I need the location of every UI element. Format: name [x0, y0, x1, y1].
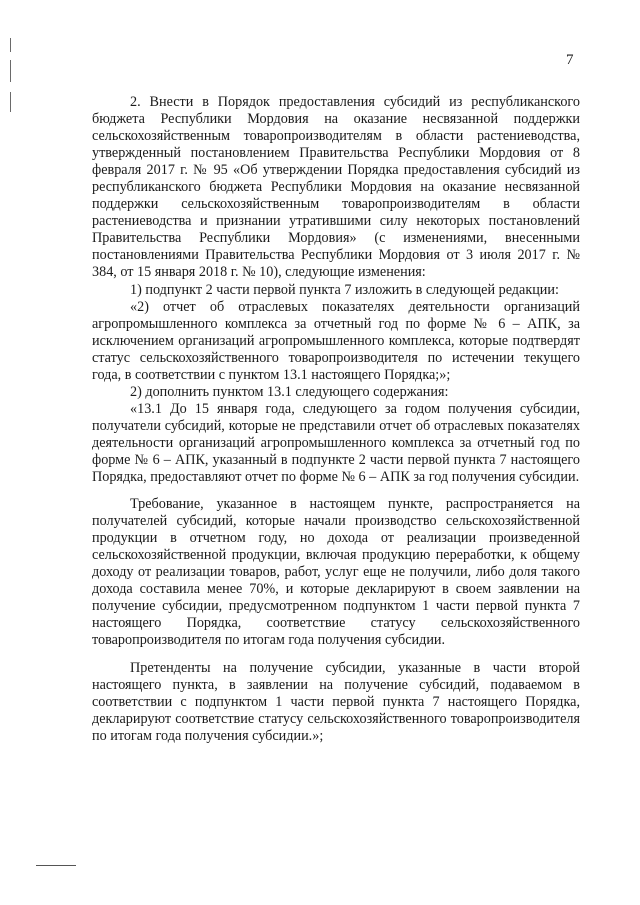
document-body	[92, 94, 580, 745]
margin-mark	[10, 92, 11, 112]
paragraph-item-2: 2. Внести в Порядок предоставления субсидий из республиканского бюджета Республики Мордовия на оказание несвязанной поддержки сельскохозяйственным товаропроизводителям в области растениеводства, утвержденный постановлением Правительства Республики Мордовия от 8 февраля 2017 г. № 95 «Об утверждении Порядка предоставления субсидий из республиканского бюджета Республики Мордовия на оказание несвязанной поддержки сельскохозяйственным товаропроизводителям в области растениеводства и признании утратившими силу некоторых постановлений Правительства Республики Мордовия» (с изменениями, внесенными постановлениями Правительства Республики Мордовия от 3 июля 2017 г. № 384, от 15 января 2018 г. № 10), следующие изменения:	[92, 94, 580, 281]
quoted-item-13-1: «13.1 До 15 января года, следующего за годом получения субсидии, получатели субсидий, которые не представили отчет об отраслевых показателях деятельности организаций агропромышленного комплекса за отчетный год по форме № 6 – АПК, указанный в подпункте 2 части первой пункта 7 настоящего Порядка, предоставляют отчет по форме № 6 – АПК за год получения субсидии.	[92, 400, 580, 486]
subitem-1: 1) подпункт 2 части первой пункта 7 изложить в следующей редакции:	[130, 281, 559, 298]
applicants-paragraph: Претенденты на получение субсидии, указанные в части второй настоящего пункта, в заявлении на получение субсидий, подаваемом в соответствии с подпунктом 1 части первой пункта 7 настоящего Порядка, декларируют соответствие статусу сельскохозяйственного товаропроизводителя по итогам года получения субсидии.»;	[92, 659, 580, 744]
subitem-2: 2) дополнить пунктом 13.1 следующего содержания:	[130, 383, 449, 400]
requirement-paragraph: Требование, указанное в настоящем пункте, распространяется на получателей субсидий, которые начали производство сельскохозяйственной продукции в отчетном году, но дохода от реализации произведенной сельскохозяйственной продукции, включая продукцию переработки, к общему доходу от реализации товаров, работ, услуг еще не получили, либо доля такого дохода составила менее 70%, и которые декларируют в своем заявлении на получение субсидии, предусмотренном подпунктом 1 части первой пункта 7 настоящего Порядка, соответствие статусу сельскохозяйственного товаропроизводителя по итогам года получения субсидии.	[92, 496, 580, 649]
bottom-rule	[36, 865, 76, 866]
margin-mark	[10, 60, 11, 82]
page-number: 7	[566, 52, 574, 68]
margin-mark	[10, 38, 11, 52]
quoted-subitem-2: «2) отчет об отраслевых показателях деятельности организаций агропромышленного комплекса за отчетный год по форме № 6 – АПК, за исключением организаций агропромышленного комплекса, которые подтвердят статус сельскохозяйственного товаропроизводителя по истечении текущего года, в соответствии с пунктом 13.1 настоящего Порядка;»;	[92, 298, 580, 383]
